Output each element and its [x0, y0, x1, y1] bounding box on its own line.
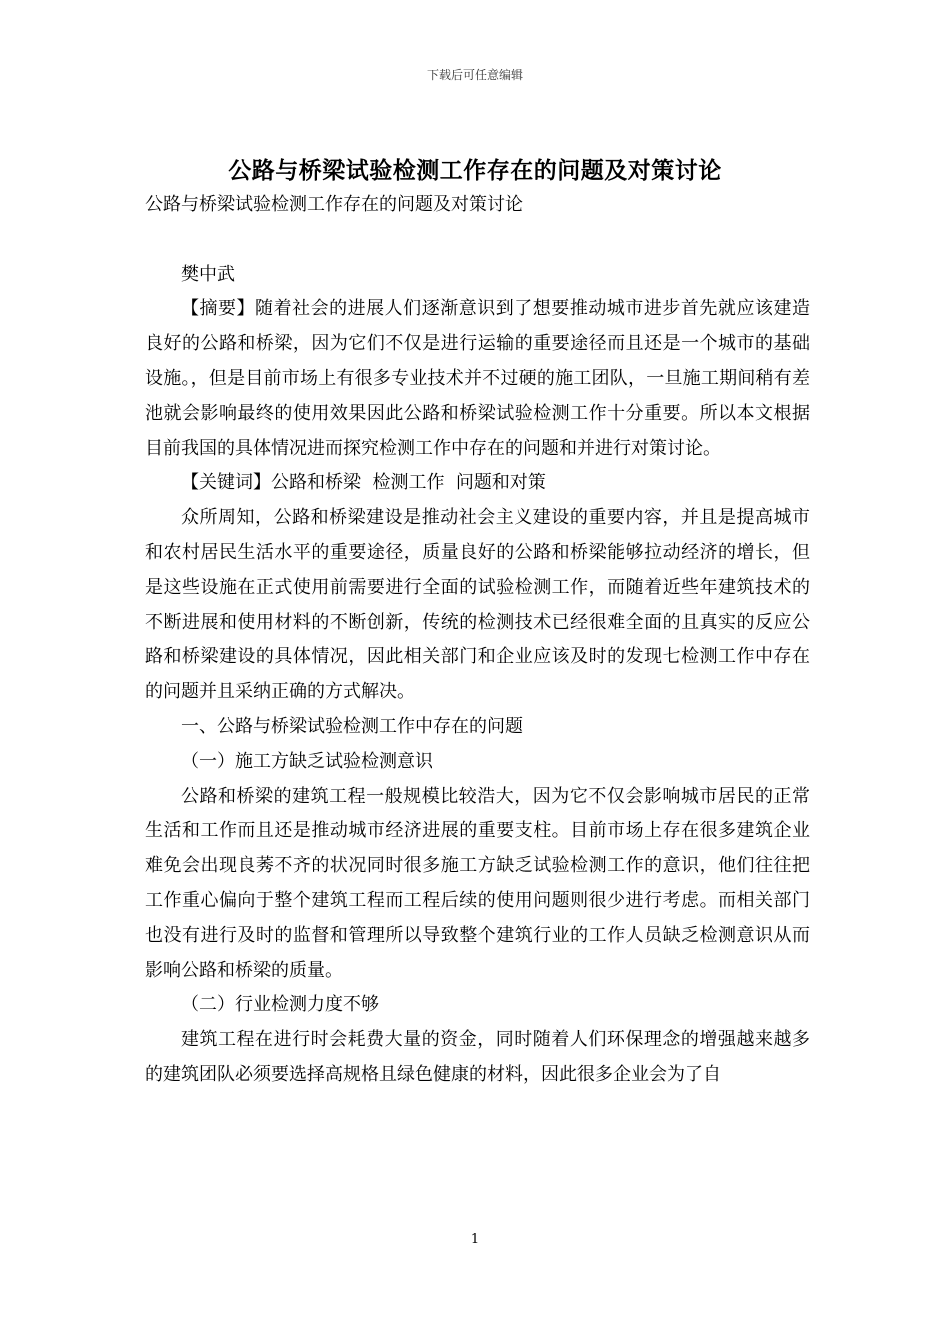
subtitle: 公路与桥梁试验检测工作存在的问题及对策讨论 [145, 194, 523, 215]
document-title: 公路与桥梁试验检测工作存在的问题及对策讨论 [228, 157, 722, 184]
subsection-heading: （一）施工方缺乏试验检测意识 [181, 750, 433, 772]
keywords-paragraph: 【关键词】公路和桥梁 检测工作 问题和对策 [181, 472, 546, 494]
subsection-heading: （二）行业检测力度不够 [181, 994, 379, 1016]
section-heading: 一、公路与桥梁试验检测工作中存在的问题 [181, 715, 523, 737]
header-note: 下载后可任意编辑 [426, 68, 523, 82]
document-body [145, 188, 810, 1093]
page-number: 1 [470, 1232, 480, 1247]
subsection-paragraph: 建筑工程在进行时会耗费大量的资金，同时随着人们环保理念的增强越来越多的建筑团队必须要选择高规格且绿色健康的材料，因此很多企业会为了自 [145, 1029, 810, 1085]
intro-paragraph: 众所周知，公路和桥梁建设是推动社会主义建设的重要内容，并且是提高城市和农村居民生活水平的重要途径，质量良好的公路和桥梁能够拉动经济的增长，但是这些设施在正式使用前需要进行全面的试验检测工作，而随着近些年建筑技术的不断进展和使用材料的不断创新，传统的检测技术已经很难全面的且真实的反应公路和桥梁建设的具体情况，因此相关部门和企业应该及时的发现七检测工作中存在的问题并且采纳正确的方式解决。 [145, 507, 810, 703]
abstract-paragraph: 【摘要】随着社会的进展人们逐渐意识到了想要推动城市进步首先就应该建造良好的公路和桥梁，因为它们不仅是进行运输的重要途径而且还是一个城市的基础设施。，但是目前市场上有很多专业技术并不过硬的施工团队，一旦施工期间稍有差池就会影响最终的使用效果因此公路和桥梁试验检测工作十分重要。所以本文根据目前我国的具体情况进而探究检测工作中存在的问题和并进行对策讨论。 [145, 298, 810, 459]
author: 樊中武 [181, 263, 235, 285]
spacer [145, 223, 810, 258]
subsection-paragraph: 公路和桥梁的建筑工程一般规模比较浩大，因为它不仅会影响城市居民的正常生活和工作而且还是推动城市经济进展的重要支柱。目前市场上存在很多建筑企业难免会出现良莠不齐的状况同时很多施工方缺乏试验检测工作的意识，他们往往把工作重心偏向于整个建筑工程而工程后续的使用问题则很少进行考虑。而相关部门也没有进行及时的监督和管理所以导致整个建筑行业的工作人员缺乏检测意识从而影响公路和桥梁的质量。 [145, 785, 810, 981]
